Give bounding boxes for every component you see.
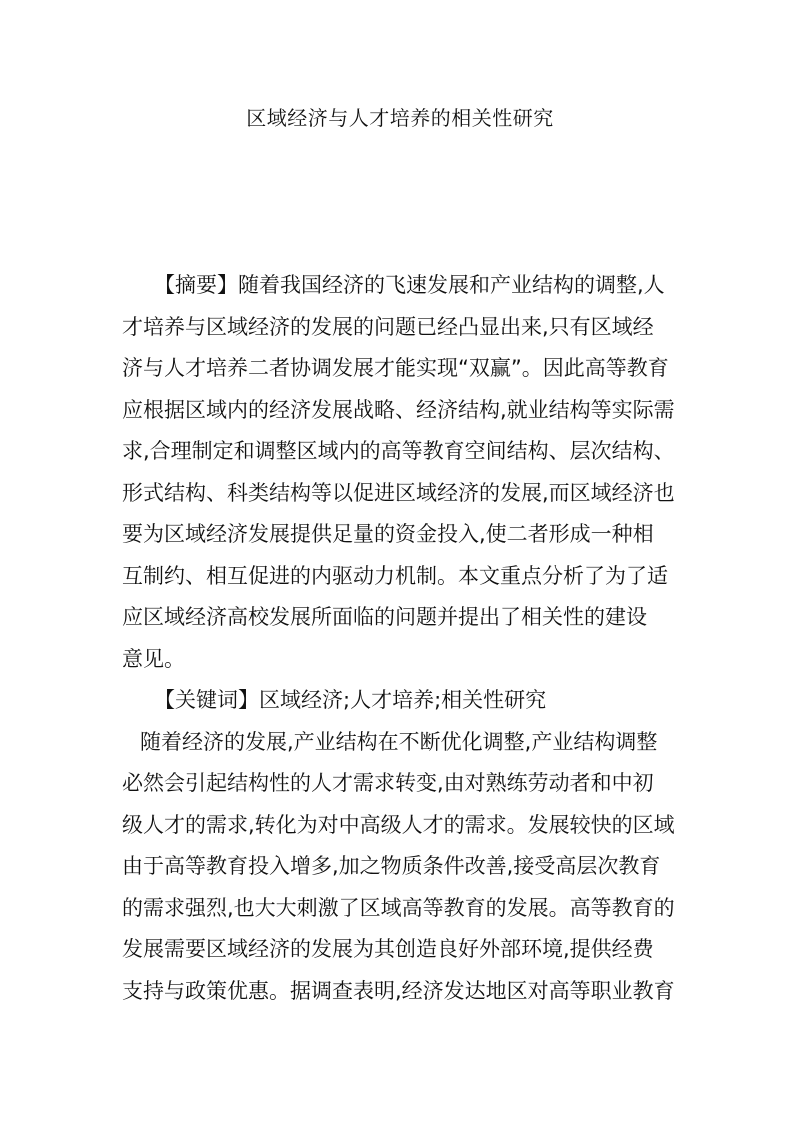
paragraph-line: 支持与政策优惠。据调查表明,经济发达地区对高等职业教育	[122, 978, 675, 1003]
paragraph-line: 发展需要区域经济的发展为其创造良好外部环境,提供经费	[122, 937, 654, 961]
abstract-line: 济与人才培养二者协调发展才能实现“双赢”。因此高等教育	[122, 356, 669, 380]
abstract-line: 应根据区域内的经济发展战略、经济结构,就业结构等实际需	[122, 397, 675, 422]
paragraph-line: 随着经济的发展,产业结构在不断优化调整,产业结构调整	[140, 729, 658, 754]
document-title: 区域经济与人才培养的相关性研究	[246, 106, 554, 130]
abstract-line: 求,合理制定和调整区域内的高等教育空间结构、层次结构、	[122, 439, 675, 463]
paragraph-line: 级人才的需求,转化为对中高级人才的需求。发展较快的区域	[122, 812, 675, 837]
abstract-line: 形式结构、科类结构等以促进区域经济的发展,而区域经济也	[122, 480, 675, 505]
paragraph-line: 由于高等教育投入增多,加之物质条件改善,接受高层次教育	[122, 854, 661, 878]
document-body	[122, 265, 678, 1012]
abstract-line: 才培养与区域经济的发展的问题已经凸显出来,只有区域经	[122, 314, 654, 339]
paragraph-line: 的需求强烈,也大大刺激了区域高等教育的发展。高等教育的	[122, 895, 675, 920]
abstract-line: 应区域经济高校发展所面临的问题并提出了相关性的建设	[122, 605, 647, 629]
abstract-line: 意见。	[122, 646, 185, 671]
abstract-line: 【摘要】随着我国经济的飞速发展和产业结构的调整,人	[154, 273, 665, 297]
paragraph-line: 必然会引起结构性的人才需求转变,由对熟练劳动者和中初	[122, 771, 654, 795]
abstract-line: 要为区域经济发展提供足量的资金投入,使二者形成一种相	[122, 522, 654, 546]
abstract-line: 互制约、相互促进的内驱动力机制。本文重点分析了为了适	[122, 563, 668, 588]
keywords-line: 【关键词】区域经济;人才培养;相关性研究	[154, 688, 547, 712]
